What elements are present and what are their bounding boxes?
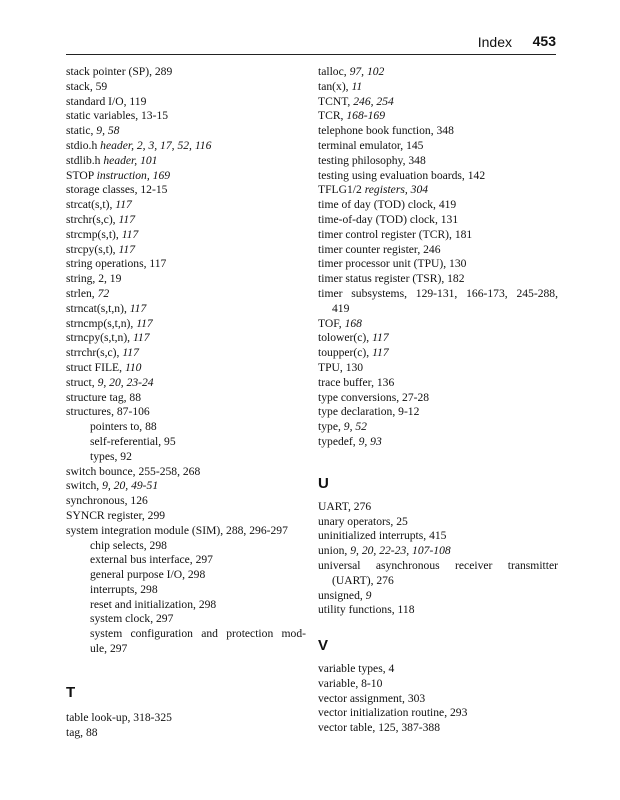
index-term: reset and initialization, 298	[90, 597, 217, 611]
index-term: timer control register (TCR), 181	[318, 227, 473, 241]
index-page-refs: 9, 52	[343, 420, 367, 434]
index-subentry	[66, 450, 306, 465]
index-term: chip selects, 298	[90, 538, 167, 552]
index-term: strncmp(s,t,n),	[66, 316, 137, 330]
index-entry	[66, 124, 306, 139]
index-term: system clock, 297	[90, 612, 174, 626]
index-term: unary operators, 25	[318, 514, 408, 528]
index-entry	[318, 317, 558, 332]
index-page-refs: 9, 93	[358, 434, 382, 448]
index-entry	[66, 198, 306, 213]
index-term: vector assignment, 303	[318, 691, 426, 705]
index-subentry	[66, 553, 306, 568]
index-letter-heading: U	[318, 474, 329, 492]
index-entry	[66, 287, 306, 302]
index-column-left	[66, 65, 306, 740]
index-entry	[318, 183, 558, 198]
index-term: toupper(c),	[318, 346, 373, 360]
index-term: switch bounce, 255-258, 268	[66, 464, 201, 478]
index-entry	[318, 559, 558, 574]
index-entry	[318, 391, 558, 406]
index-term: talloc,	[318, 65, 350, 78]
index-entry	[66, 465, 306, 480]
index-term: types, 92	[90, 449, 132, 463]
index-term: (UART), 276	[332, 573, 394, 587]
index-entry	[66, 494, 306, 509]
index-entry	[318, 331, 558, 346]
index-term: pointers to, 88	[90, 420, 157, 434]
index-term: timer subsystems, 129-131, 166-173, 245-288,	[318, 286, 558, 300]
index-column-right	[318, 65, 558, 736]
index-term: strncpy(s,t,n),	[66, 331, 133, 345]
index-page-refs: 117	[136, 316, 153, 330]
index-term: timer counter register, 246	[318, 242, 441, 256]
index-entry	[66, 243, 306, 258]
index-term: static variables, 13-15	[66, 109, 169, 123]
index-entry	[318, 95, 558, 110]
index-term: structures, 87-106	[66, 405, 150, 419]
index-entry	[318, 213, 558, 228]
index-entry	[66, 272, 306, 287]
index-page-refs: 97, 102	[349, 65, 385, 78]
index-letter-heading: T	[66, 683, 76, 701]
index-subentry	[66, 420, 306, 435]
index-entry	[318, 677, 558, 692]
index-term: TCR,	[318, 109, 347, 123]
index-entry	[66, 139, 306, 154]
index-term: standard I/O, 119	[66, 94, 147, 108]
index-term: time of day (TOD) clock, 419	[318, 198, 457, 212]
index-entry	[66, 391, 306, 406]
index-page-refs: 117	[115, 198, 132, 212]
index-term: synchronous, 126	[66, 494, 148, 508]
index-page-refs: 168-169	[346, 109, 386, 123]
index-term: storage classes, 12-15	[66, 183, 168, 197]
index-entry	[318, 706, 558, 721]
index-page-refs: 9, 20, 23-24	[97, 375, 154, 389]
index-page-refs: 9	[365, 588, 372, 602]
index-entry	[318, 544, 558, 559]
index-term: timer processor unit (TPU), 130	[318, 257, 467, 271]
index-entry	[318, 515, 558, 530]
index-entry	[66, 524, 306, 539]
index-page-refs: 117	[118, 242, 136, 256]
index-entry	[66, 331, 306, 346]
index-page-refs: 9, 20, 49-51	[102, 479, 159, 493]
index-entry	[318, 361, 558, 376]
index-entry	[318, 243, 558, 258]
section-spacer	[318, 618, 558, 636]
index-entry	[66, 109, 306, 124]
index-entry-continuation	[318, 574, 558, 589]
index-page-refs: header, 2, 3, 17, 52, 116	[100, 138, 212, 152]
index-entry	[318, 662, 558, 677]
index-term: STOP	[66, 168, 97, 182]
index-entry	[318, 109, 558, 124]
index-entry	[318, 198, 558, 213]
index-subentry	[66, 598, 306, 613]
index-page-refs: 117	[372, 331, 389, 345]
index-entry	[318, 154, 558, 169]
index-term: stack pointer (SP), 289	[66, 65, 173, 78]
index-term: vector table, 125, 387-388	[318, 721, 441, 735]
index-page-refs: 9, 20, 22-23, 107-108	[350, 544, 451, 558]
index-subentry	[66, 627, 306, 642]
index-term: type conversions, 27-28	[318, 390, 430, 404]
index-term: self-referential, 95	[90, 434, 176, 448]
index-term: external bus interface, 297	[90, 553, 213, 567]
index-entry	[66, 361, 306, 376]
index-term: strrchr(s,c),	[66, 346, 123, 360]
index-entry	[318, 692, 558, 707]
index-term: tag, 88	[66, 725, 98, 739]
index-entry	[66, 376, 306, 391]
index-term: time-of-day (TOD) clock, 131	[318, 212, 459, 226]
index-entry	[66, 346, 306, 361]
index-entry	[318, 529, 558, 544]
index-entry	[318, 257, 558, 272]
index-entry	[318, 435, 558, 450]
index-term: system integration module (SIM), 288, 296-297	[66, 523, 288, 537]
index-entry	[66, 228, 306, 243]
index-term: general purpose I/O, 298	[90, 568, 206, 582]
index-term: static,	[66, 124, 97, 138]
section-title: Index	[477, 34, 512, 50]
index-entry	[318, 721, 558, 736]
index-term: switch,	[66, 479, 103, 493]
index-entry	[66, 726, 306, 741]
index-entry	[66, 479, 306, 494]
index-term: stack, 59	[66, 79, 108, 93]
index-entry	[66, 80, 306, 95]
index-entry	[66, 154, 306, 169]
index-term: timer status register (TSR), 182	[318, 272, 465, 286]
index-term: uninitialized interrupts, 415	[318, 529, 447, 543]
index-entry	[66, 302, 306, 317]
index-term: struct,	[66, 375, 98, 389]
index-entry	[318, 124, 558, 139]
index-entry	[318, 420, 558, 435]
index-term: interrupts, 298	[90, 582, 158, 596]
running-header	[66, 32, 556, 55]
index-page-refs: 117	[129, 301, 147, 315]
index-subentry	[66, 583, 306, 598]
index-entry	[318, 287, 558, 302]
index-term: strcmp(s,t),	[66, 227, 122, 241]
index-term: SYNCR register, 299	[66, 508, 166, 522]
index-term: TCNT,	[318, 94, 354, 108]
index-page-refs: 117	[372, 346, 389, 360]
index-term: stdlib.h	[66, 153, 104, 167]
index-term: UART, 276	[318, 499, 372, 513]
index-term: type declaration, 9-12	[318, 405, 420, 419]
index-entry	[318, 65, 558, 80]
index-entry	[66, 317, 306, 332]
section-spacer	[66, 657, 306, 683]
index-entry	[318, 169, 558, 184]
index-entry	[66, 509, 306, 524]
index-entry	[318, 139, 558, 154]
index-term: union,	[318, 544, 351, 558]
index-entry	[318, 272, 558, 287]
section-spacer	[66, 703, 306, 711]
index-term: structure tag, 88	[66, 390, 142, 404]
index-subentry	[66, 642, 306, 657]
index-page-refs: 110	[124, 360, 142, 374]
index-term: typedef,	[318, 434, 359, 448]
index-term: tolower(c),	[318, 331, 373, 345]
index-page-refs: registers, 304	[364, 183, 429, 197]
index-page-refs: 168	[344, 316, 362, 330]
index-term: stdio.h	[66, 138, 101, 152]
index-subentry	[66, 435, 306, 450]
index-entry	[66, 711, 306, 726]
page-number: 453	[532, 33, 556, 49]
index-entry	[66, 65, 306, 80]
index-term: string operations, 117	[66, 257, 167, 271]
index-page-refs: 117	[118, 212, 136, 226]
index-page-refs: header, 101	[103, 153, 158, 167]
index-term: universal asynchronous receiver transmitter	[318, 558, 558, 572]
index-term: utility functions, 118	[318, 603, 415, 617]
index-entry	[318, 376, 558, 391]
index-entry	[318, 589, 558, 604]
index-term: strncat(s,t,n),	[66, 301, 130, 315]
index-term: testing philosophy, 348	[318, 153, 426, 167]
index-entry	[318, 603, 558, 618]
index-page-refs: 11	[351, 79, 363, 93]
index-entry	[66, 183, 306, 198]
index-subentry	[66, 568, 306, 583]
index-term: vector initialization routine, 293	[318, 706, 468, 720]
index-entry	[66, 257, 306, 272]
index-entry	[318, 80, 558, 95]
index-term: strchr(s,c),	[66, 212, 119, 226]
index-page-refs: 117	[132, 331, 150, 345]
index-term: strcpy(s,t),	[66, 242, 119, 256]
index-entry	[66, 169, 306, 184]
index-term: system configuration and protection mod-	[90, 627, 306, 641]
index-term: type,	[318, 420, 344, 434]
index-entry	[318, 500, 558, 515]
index-term: variable, 8-10	[318, 676, 383, 690]
index-entry	[318, 228, 558, 243]
index-term: string, 2, 19	[66, 272, 122, 286]
index-term: trace buffer, 136	[318, 375, 395, 389]
index-letter-heading: V	[318, 637, 329, 655]
index-term: TFLG1/2	[318, 183, 365, 197]
index-page-refs: 117	[122, 346, 139, 360]
index-term: TOF,	[318, 316, 345, 330]
index-page-refs: 246, 254	[353, 94, 394, 108]
index-page-refs: instruction, 169	[96, 168, 171, 182]
index-entry	[66, 405, 306, 420]
index-term: struct FILE,	[66, 360, 125, 374]
index-term: terminal emulator, 145	[318, 138, 424, 152]
index-entry	[318, 346, 558, 361]
index-term: unsigned,	[318, 588, 366, 602]
index-term: tan(x),	[318, 79, 352, 93]
index-subentry	[66, 539, 306, 554]
index-entry	[318, 405, 558, 420]
index-page-refs: 9, 58	[96, 124, 120, 138]
index-term: table look-up, 318-325	[66, 710, 172, 724]
index-term: 419	[332, 301, 350, 315]
index-term: variable types, 4	[318, 662, 395, 676]
index-page-refs: 72	[97, 286, 110, 300]
index-term: TPU, 130	[318, 360, 364, 374]
index-term: strlen,	[66, 286, 98, 300]
index-term: strcat(s,t),	[66, 198, 116, 212]
index-page-refs: 117	[121, 227, 139, 241]
index-entry	[66, 95, 306, 110]
index-term: testing using evaluation boards, 142	[318, 168, 486, 182]
index-entry	[66, 213, 306, 228]
index-term: telephone book function, 348	[318, 124, 454, 138]
index-term: ule, 297	[90, 642, 128, 656]
index-subentry	[66, 612, 306, 627]
index-entry-continuation	[318, 302, 558, 317]
section-spacer	[318, 450, 558, 474]
